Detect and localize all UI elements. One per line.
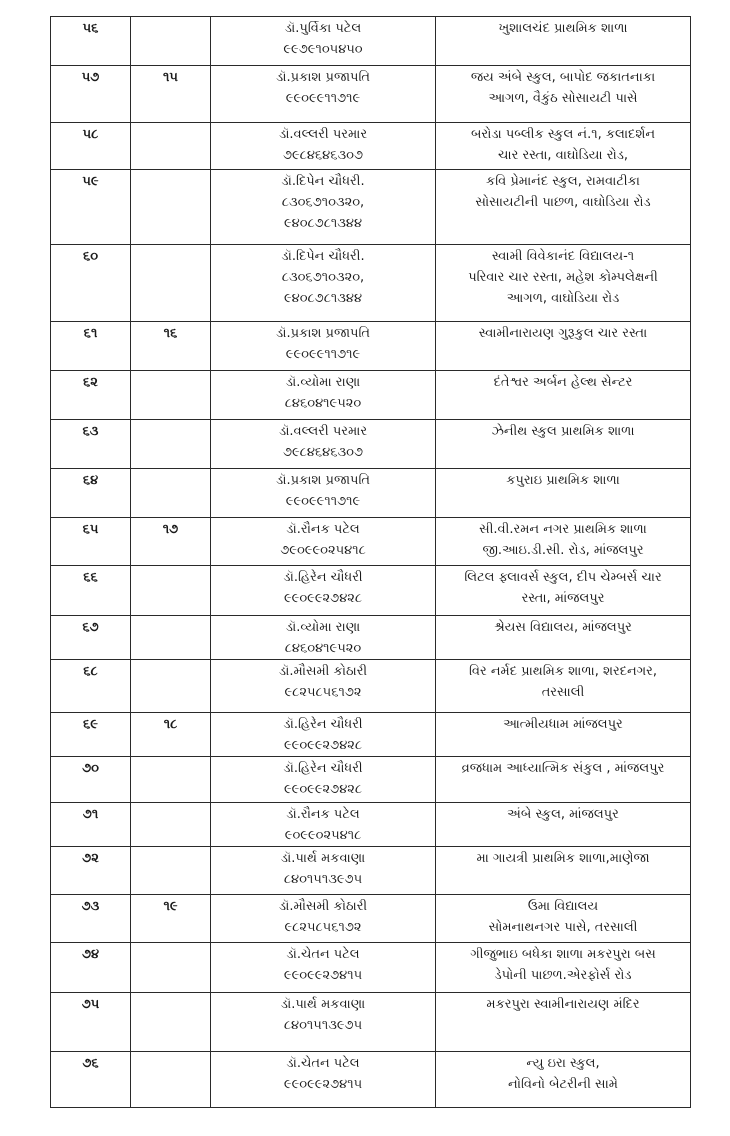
- serial-number-cell: ૬૩: [51, 420, 131, 469]
- school-cell: [436, 469, 691, 518]
- doctor-phone: ૮૪૬૦૪૧૯૫૨૦: [284, 641, 362, 656]
- table-row: [51, 518, 691, 566]
- serial-number-cell: ૫૮: [51, 123, 131, 170]
- group-number-cell: [131, 993, 211, 1052]
- school-address-line: સ્વામી વિવેકાનંદ વિદ્યાલય-૧: [491, 249, 635, 264]
- group-number-cell: [131, 371, 211, 420]
- doctor-cell: [211, 660, 436, 713]
- school-cell: [436, 17, 691, 66]
- school-cell: [436, 566, 691, 616]
- doctor-cell: [211, 895, 436, 943]
- doctor-phone: ૭૯૮૪૬૪૬૩૦૭: [282, 148, 364, 163]
- group-number-cell: ૧૮: [131, 713, 211, 757]
- doctor-name: ડૉ.વ્યોમા રાણા: [285, 620, 361, 635]
- school-address-line: શ્રેયસ વિદ્યાલય, માંજલપુર: [494, 620, 632, 635]
- school-address-line: મા ગાયત્રી પ્રાથમિક શાળા,માણેજા: [476, 851, 650, 866]
- school-address-line: દંતેશ્વર અર્બન હેલ્થ સેન્ટર: [493, 375, 633, 390]
- table-row: [51, 566, 691, 616]
- serial-number-cell: ૬૧: [51, 322, 131, 371]
- table-row: [51, 757, 691, 803]
- doctor-name: ડૉ.મૌસમી કોઠારી: [278, 899, 368, 914]
- doctor-phone: ૮૩૦૬૭૧૦૩૨૦,: [281, 270, 365, 285]
- doctor-cell: [211, 371, 436, 420]
- school-address-line: આગળ, વાઘોડિયા રોડ: [506, 291, 620, 306]
- table-row: [51, 803, 691, 847]
- doctor-name: ડૉ.ચેતન પટેલ: [286, 1056, 360, 1071]
- doctor-phone: ૯૪૦૮૭૮૧૩૪૪: [283, 291, 363, 306]
- school-cell: [436, 66, 691, 123]
- doctor-cell: [211, 1052, 436, 1108]
- school-address-line: ન્યુ ઇરા સ્કુલ,: [526, 1056, 600, 1071]
- doctor-cell: [211, 566, 436, 616]
- doctor-name: ડૉ.વલ્લરી પરમાર: [278, 127, 368, 142]
- school-address-line: સી.વી.રમન નગર પ્રાથમિક શાળા: [479, 522, 647, 537]
- doctor-cell: [211, 420, 436, 469]
- doctor-cell: [211, 847, 436, 895]
- school-address-line: સોસાયટીની પાછળ, વાઘોડિયા રોડ: [475, 195, 651, 210]
- school-address-line: નોવિનો બેટરીની સામે: [508, 1077, 618, 1092]
- school-address-line: ગીજુભાઇ બધેકા શાળા મકરપુરા બસ: [470, 947, 656, 962]
- school-cell: [436, 518, 691, 566]
- school-address-line: કવિ પ્રેમાનંદ સ્કુલ, રામવાટીકા: [486, 174, 640, 189]
- school-address-line: તરસાલી: [541, 685, 585, 700]
- serial-number-cell: ૬૯: [51, 713, 131, 757]
- group-number-cell: [131, 123, 211, 170]
- table-row: [51, 660, 691, 713]
- doctor-cell: [211, 469, 436, 518]
- table-row: [51, 713, 691, 757]
- table-row: [51, 993, 691, 1052]
- schedule-table: [50, 16, 691, 1108]
- school-address-line: ડેપોની પાછળ.એરફોર્સ રોડ: [494, 968, 632, 983]
- doctor-cell: [211, 322, 436, 371]
- group-number-cell: [131, 943, 211, 993]
- school-cell: [436, 123, 691, 170]
- doctor-phone: ૮૪૦૧૫૧૩૯૭૫: [283, 872, 363, 887]
- school-cell: [436, 245, 691, 322]
- doctor-phone: ૯૯૦૯૯૨૭૪૨૮: [283, 782, 363, 797]
- group-number-cell: ૧૫: [131, 66, 211, 123]
- table-row: [51, 123, 691, 170]
- group-number-cell: [131, 469, 211, 518]
- table-row: [51, 469, 691, 518]
- school-cell: [436, 847, 691, 895]
- group-number-cell: [131, 1052, 211, 1108]
- group-number-cell: [131, 660, 211, 713]
- school-cell: [436, 420, 691, 469]
- doctor-phone: ૯૯૦૯૯૧૧૭૧૯: [285, 91, 361, 106]
- group-number-cell: ૧૯: [131, 895, 211, 943]
- table-row: [51, 420, 691, 469]
- doctor-cell: [211, 993, 436, 1052]
- serial-number-cell: ૭૬: [51, 1052, 131, 1108]
- serial-number-cell: ૭૨: [51, 847, 131, 895]
- schedule-table-body: [51, 17, 691, 1108]
- serial-number-cell: ૭૧: [51, 803, 131, 847]
- table-row: [51, 170, 691, 245]
- doctor-cell: [211, 713, 436, 757]
- school-address-line: સ્વામીનારાયણ ગુરૂકુલ ચાર રસ્તા: [478, 326, 648, 341]
- doctor-cell: [211, 803, 436, 847]
- doctor-phone: ૯૯૦૯૯૨૭૪૧૫: [283, 1077, 363, 1092]
- doctor-phone: ૭૯૦૯૯૦૨૫૪૧૮: [280, 543, 366, 558]
- school-cell: [436, 322, 691, 371]
- doctor-name: ડૉ.દિપેન ચૌધરી.: [281, 174, 365, 189]
- doctor-name: ડૉ.પ્રકાશ પ્રજાપતિ: [275, 326, 371, 341]
- table-row: [51, 371, 691, 420]
- doctor-phone: ૯૯૦૯૯૧૧૭૧૯: [285, 347, 361, 362]
- serial-number-cell: ૫૯: [51, 170, 131, 245]
- group-number-cell: [131, 17, 211, 66]
- doctor-cell: [211, 17, 436, 66]
- doctor-cell: [211, 518, 436, 566]
- doctor-name: ડૉ.હિરેન ચૌધરી: [283, 717, 363, 732]
- doctor-phone: ૯૯૦૯૯૧૧૭૧૯: [285, 494, 361, 509]
- school-address-line: જય અંબે સ્કુલ, બાપોદ જકાતનાકા: [470, 70, 656, 85]
- doctor-name: ડૉ.હિરેન ચૌધરી: [283, 761, 363, 776]
- doctor-cell: [211, 757, 436, 803]
- group-number-cell: [131, 757, 211, 803]
- school-address-line: સોમનાથનગર પાસે, તરસાલી: [488, 920, 638, 935]
- doctor-phone: ૯૯૭૯૧૦૫૪૫૦: [283, 42, 363, 57]
- table-row: [51, 66, 691, 123]
- school-address-line: કપુરાઇ પ્રાથમિક શાળા: [506, 473, 620, 488]
- doctor-phone: ૭૯૮૪૬૪૬૩૦૭: [282, 445, 364, 460]
- serial-number-cell: ૬૭: [51, 616, 131, 660]
- school-cell: [436, 757, 691, 803]
- table-row: [51, 616, 691, 660]
- serial-number-cell: ૬૨: [51, 371, 131, 420]
- serial-number-cell: ૬૫: [51, 518, 131, 566]
- school-cell: [436, 170, 691, 245]
- serial-number-cell: ૬૬: [51, 566, 131, 616]
- table-row: [51, 245, 691, 322]
- table-row: [51, 847, 691, 895]
- school-cell: [436, 660, 691, 713]
- doctor-cell: [211, 245, 436, 322]
- doctor-name: ડૉ.મૌસમી કોઠારી: [278, 664, 368, 679]
- school-address-line: ઝેનીથ સ્કુલ પ્રાથમિક શાળા: [491, 424, 635, 439]
- table-row: [51, 895, 691, 943]
- school-address-line: મકરપુરા સ્વામીનારાયણ મંદિર: [486, 997, 640, 1012]
- doctor-name: ડૉ.પ્રકાશ પ્રજાપતિ: [275, 473, 371, 488]
- doctor-cell: [211, 943, 436, 993]
- school-address-line: વિર નર્મદ પ્રાથમિક શાળા, શરદનગર,: [468, 664, 657, 679]
- group-number-cell: [131, 245, 211, 322]
- group-number-cell: [131, 566, 211, 616]
- school-cell: [436, 943, 691, 993]
- serial-number-cell: ૭૫: [51, 993, 131, 1052]
- doctor-phone: ૯૦૯૯૦૨૫૪૧૮: [284, 828, 362, 843]
- serial-number-cell: ૫૭: [51, 66, 131, 123]
- school-cell: [436, 713, 691, 757]
- group-number-cell: ૧૭: [131, 518, 211, 566]
- serial-number-cell: ૬૪: [51, 469, 131, 518]
- doctor-name: ડૉ.વ્યોમા રાણા: [285, 375, 361, 390]
- doctor-phone: ૯૯૦૯૯૨૭૪૧૫: [283, 968, 363, 983]
- school-cell: [436, 803, 691, 847]
- serial-number-cell: ૭૦: [51, 757, 131, 803]
- school-cell: [436, 895, 691, 943]
- table-row: [51, 943, 691, 993]
- doctor-cell: [211, 123, 436, 170]
- doctor-name: ડૉ.રૌનક પટેલ: [286, 522, 360, 537]
- school-address-line: આત્મીયધામ માંજલપુર: [503, 717, 623, 732]
- school-address-line: આગળ, વૈકુંઠ સોસાયટી પાસે: [488, 91, 638, 106]
- school-address-line: લિટલ ફ્લાવર્સ સ્કુલ, દીપ ચેમ્બર્સ ચાર: [464, 570, 662, 585]
- group-number-cell: [131, 616, 211, 660]
- school-address-line: બરોડા પબ્લીક સ્કુલ નં.૧, કલાદર્શન: [470, 127, 656, 142]
- table-row: [51, 322, 691, 371]
- school-address-line: ખુશાલચંદ પ્રાથમિક શાળા: [498, 21, 628, 36]
- group-number-cell: [131, 803, 211, 847]
- group-number-cell: [131, 420, 211, 469]
- doctor-name: ડૉ.વલ્લરી પરમાર: [278, 424, 368, 439]
- table-row: [51, 17, 691, 66]
- doctor-name: ડૉ.ચેતન પટેલ: [286, 947, 360, 962]
- school-cell: [436, 371, 691, 420]
- doctor-phone: ૯૮૨૫૮૫૬૧૭૨: [284, 920, 362, 935]
- school-address-line: રસ્તા, માંજલપુર: [521, 591, 605, 606]
- doctor-cell: [211, 616, 436, 660]
- serial-number-cell: ૬૮: [51, 660, 131, 713]
- school-address-line: ઉમા વિદ્યાલય: [527, 899, 599, 914]
- doctor-cell: [211, 170, 436, 245]
- group-number-cell: ૧૬: [131, 322, 211, 371]
- table-row: [51, 1052, 691, 1108]
- doctor-name: ડૉ.રૌનક પટેલ: [286, 807, 360, 822]
- school-cell: [436, 616, 691, 660]
- serial-number-cell: ૬૦: [51, 245, 131, 322]
- school-address-line: જી.આઇ.ડી.સી. રોડ, માંજલપુર: [482, 543, 644, 558]
- doctor-name: ડૉ.પાર્થ મકવાણા: [280, 997, 366, 1012]
- doctor-phone: ૮૪૦૧૫૧૩૯૭૫: [283, 1018, 363, 1033]
- doctor-phone: ૯૯૦૯૯૨૭૪૨૮: [283, 738, 363, 753]
- school-cell: [436, 1052, 691, 1108]
- school-address-line: પરિવાર ચાર રસ્તા, મહેશ કોમ્પલેક્ષની: [468, 270, 658, 285]
- serial-number-cell: ૭૪: [51, 943, 131, 993]
- group-number-cell: [131, 847, 211, 895]
- school-address-line: અંબે સ્કુલ, માંજલપુર: [507, 807, 619, 822]
- school-cell: [436, 993, 691, 1052]
- doctor-name: ડૉ.પાર્થ મકવાણા: [280, 851, 366, 866]
- doctor-name: ડૉ.પ્રકાશ પ્રજાપતિ: [275, 70, 371, 85]
- serial-number-cell: ૭૩: [51, 895, 131, 943]
- group-number-cell: [131, 170, 211, 245]
- doctor-name: ડૉ.દિપેન ચૌધરી.: [281, 249, 365, 264]
- doctor-phone: ૮૪૬૦૪૧૯૫૨૦: [284, 396, 362, 411]
- doctor-phone: ૯૪૦૮૭૮૧૩૪૪: [283, 216, 363, 231]
- school-address-line: વ્રજધામ આધ્યાત્મિક સંકુલ , માંજલપુર: [461, 761, 665, 776]
- doctor-phone: ૯૯૦૯૯૨૭૪૨૮: [283, 591, 363, 606]
- doctor-name: ડૉ.પુર્વિકા પટેલ: [284, 21, 362, 36]
- doctor-cell: [211, 66, 436, 123]
- doctor-phone: ૮૩૦૬૭૧૦૩૨૦,: [281, 195, 365, 210]
- doctor-name: ડૉ.હિરેન ચૌધરી: [283, 570, 363, 585]
- school-address-line: ચાર રસ્તા, વાઘોડિયા રોડ,: [498, 148, 628, 163]
- doctor-phone: ૯૮૨૫૮૫૬૧૭૨: [284, 685, 362, 700]
- serial-number-cell: ૫૬: [51, 17, 131, 66]
